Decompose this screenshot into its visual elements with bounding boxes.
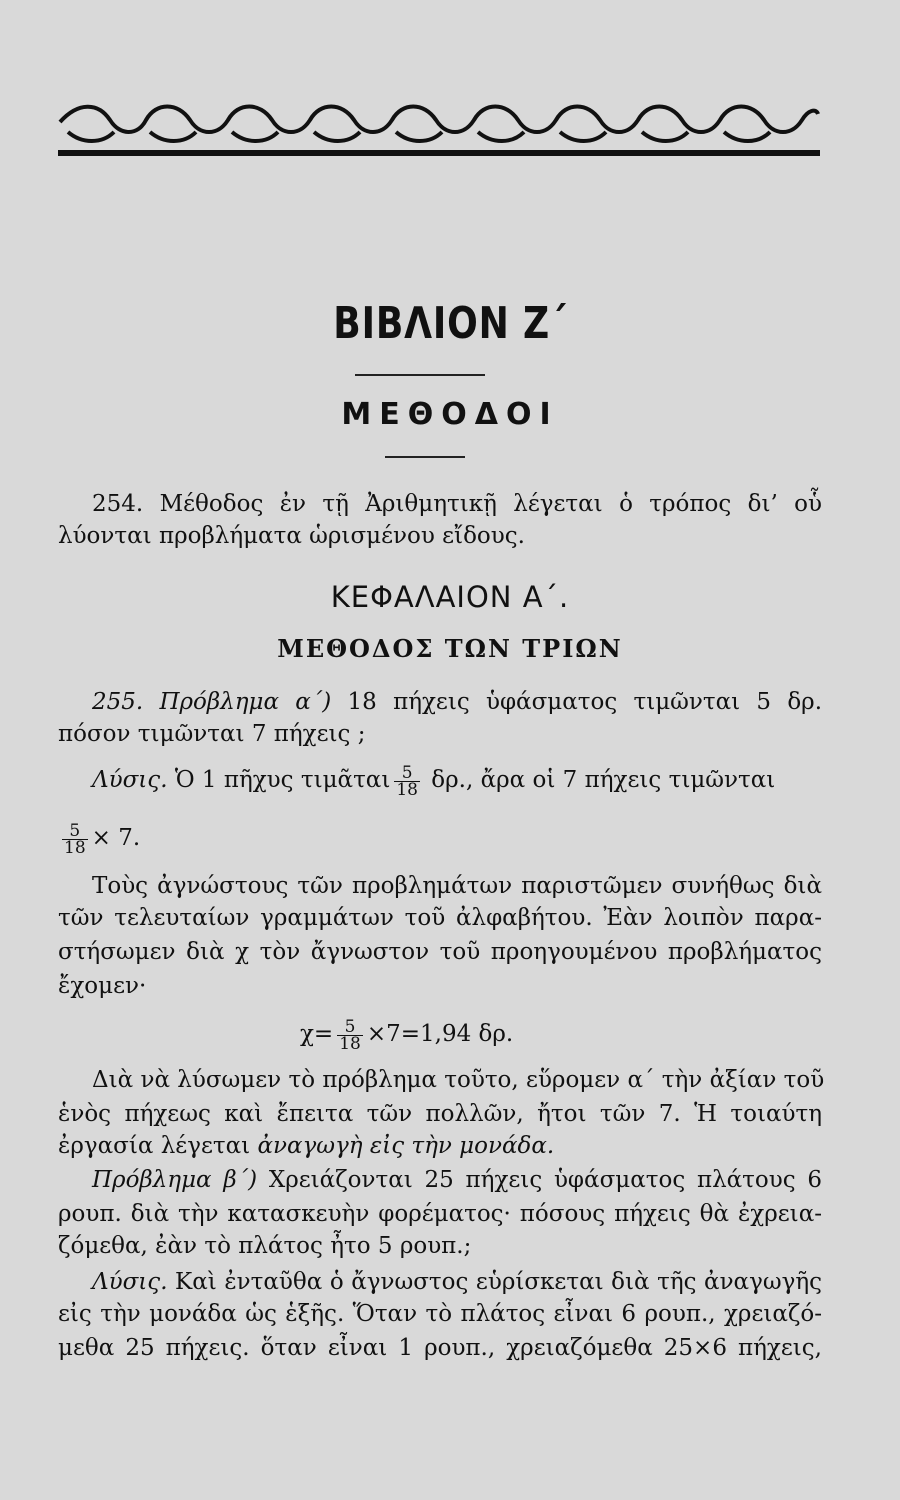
book-title: ΒΙΒΛΙΟΝ Ζ΄ bbox=[333, 298, 567, 349]
paragraph-unknowns-line: τῶν τελευταίων γραμμάτων τοῦ ἀλφαβήτου. Ἐὰν λοιπὸν παρα- bbox=[58, 905, 822, 931]
equation-lhs: χ= bbox=[300, 1021, 334, 1047]
fraction bbox=[62, 820, 88, 858]
solution-b-line: εἰς τὴν μονάδα ὡς ἑξῆς. Ὅταν τὸ πλάτος εἶναι 6 ρουπ., χρειαζό- bbox=[58, 1301, 822, 1327]
section-title: ΜΕΘΟΔΟΙ bbox=[341, 397, 559, 432]
paragraph-unknowns-line: ἔχομεν· bbox=[58, 973, 147, 999]
equation-rhs: ×7=1,94 δρ. bbox=[366, 1021, 514, 1047]
problem-a-label: 255. Πρόβλημα α΄) bbox=[92, 689, 332, 715]
problem-b-text: Χρειάζονται 25 πήχεις ὑφάσματος πλάτους 6 bbox=[257, 1167, 822, 1193]
solution-label: Λύσις. bbox=[92, 767, 168, 793]
solution-a-line bbox=[58, 822, 788, 856]
problem-b-line: ρουπ. διὰ τὴν κατασκευὴν φορέματος· πόσους πήχεις θὰ ἐχρεια- bbox=[58, 1201, 822, 1227]
paragraph-unknowns-line: στήσωμεν διὰ χ τὸν ἄγνωστον τοῦ προηγουμένου προβλήματος bbox=[58, 939, 822, 965]
decorative-header-ornament-icon bbox=[58, 92, 820, 164]
fraction bbox=[394, 762, 420, 800]
fraction-numerator: 5 bbox=[337, 1019, 363, 1036]
fraction-denominator: 18 bbox=[396, 779, 418, 800]
problem-a-line bbox=[92, 686, 822, 718]
solution-label: Λύσις. bbox=[92, 1269, 168, 1295]
solution-text: Ὁ 1 πῆχυς τιμᾶται bbox=[167, 767, 391, 793]
paragraph-254-line: λύονται προβλήματα ὡρισμένου εἴδους. bbox=[58, 523, 525, 549]
problem-a-line: πόσον τιμῶνται 7 πήχεις ; bbox=[58, 721, 366, 747]
paragraph-unknowns-line: Τοὺς ἀγνώστους τῶν προβλημάτων παριστῶμεν συνήθως διὰ bbox=[92, 873, 822, 899]
solution-b-line bbox=[92, 1266, 822, 1298]
fraction-numerator: 5 bbox=[62, 823, 88, 840]
paragraph-unity-line: Διὰ νὰ λύσωμεν τὸ πρόβλημα τοῦτο, εὕρομεν α΄ τὴν ἀξίαν τοῦ bbox=[92, 1067, 825, 1093]
unity-text: ἐργασία λέγεται bbox=[58, 1133, 258, 1159]
problem-b-label: Πρόβλημα β΄) bbox=[92, 1167, 258, 1193]
fraction bbox=[337, 1016, 363, 1054]
fraction-denominator: 18 bbox=[339, 1033, 361, 1054]
solution-a-line bbox=[92, 764, 852, 798]
problem-a-text: 18 πήχεις ὑφάσματος τιμῶνται 5 δρ. bbox=[331, 689, 823, 715]
chapter-heading: ΚΕΦΑΛΑΙΟΝ Α΄. bbox=[330, 580, 570, 614]
divider bbox=[385, 456, 465, 458]
problem-b-line: ζόμεθα, ἐὰν τὸ πλάτος ἦτο 5 ρουπ.; bbox=[58, 1233, 472, 1259]
equation bbox=[300, 1018, 600, 1052]
fraction-denominator: 18 bbox=[64, 837, 86, 858]
divider bbox=[355, 374, 485, 376]
fraction-numerator: 5 bbox=[394, 765, 420, 782]
solution-text: Καὶ ἐνταῦθα ὁ ἄγνωστος εὑρίσκεται διὰ τῆς ἀναγωγῆς bbox=[167, 1269, 822, 1295]
paragraph-unity-line: ἑνὸς πήχεως καὶ ἔπειτα τῶν πολλῶν, ἤτοι τῶν 7. Ἡ τοιαύτη bbox=[58, 1101, 822, 1127]
method-heading: ΜΕΘΟΔΟΣ ΤΩΝ ΤΡΙΩΝ bbox=[277, 634, 623, 663]
multiplier: × 7. bbox=[91, 825, 141, 851]
paragraph-unity-line bbox=[58, 1130, 788, 1162]
problem-b-line bbox=[92, 1164, 822, 1196]
unity-term: ἀναγωγὴ εἰς τὴν μονάδα. bbox=[257, 1133, 555, 1159]
paragraph-254-line: 254. Μέθοδος ἐν τῇ Ἀριθμητικῇ λέγεται ὁ τρόπος δι’ οὗ bbox=[92, 491, 822, 517]
solution-text: δρ., ἄρα οἱ 7 πήχεις τιμῶνται bbox=[424, 767, 776, 793]
solution-b-line: μεθα 25 πήχεις. ὅταν εἶναι 1 ρουπ., χρειαζόμεθα 25×6 πήχεις, bbox=[58, 1335, 822, 1361]
